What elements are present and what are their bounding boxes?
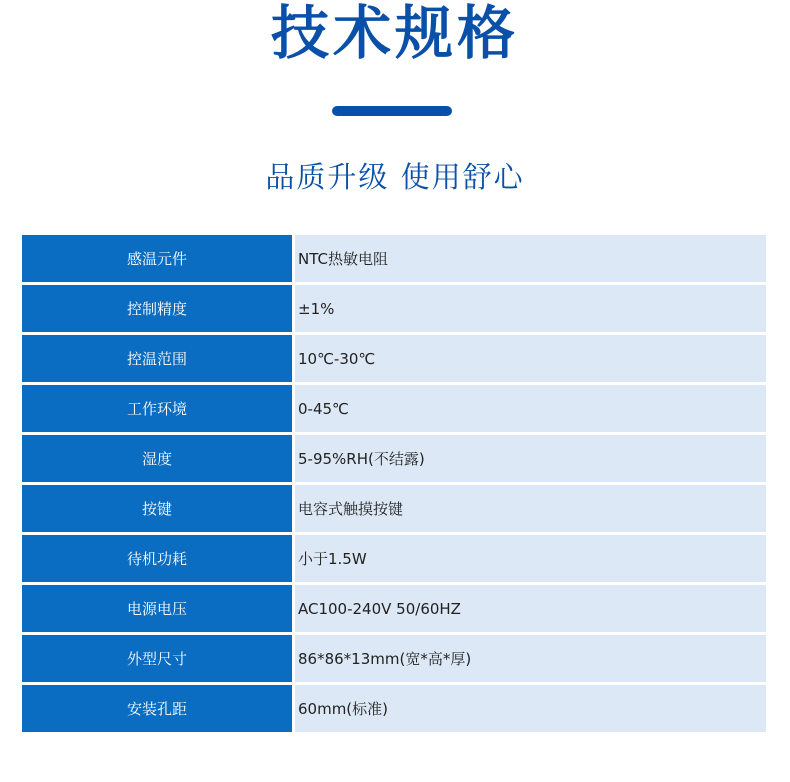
spec-value: 0-45℃ xyxy=(295,385,766,432)
table-row xyxy=(22,485,766,532)
table-row xyxy=(22,435,766,482)
spec-value: 86*86*13mm(宽*高*厚) xyxy=(295,635,766,682)
spec-label: 按键 xyxy=(22,485,292,532)
spec-label: 控温范围 xyxy=(22,335,292,382)
spec-label: 电源电压 xyxy=(22,585,292,632)
spec-value: 60mm(标准) xyxy=(295,685,766,732)
spec-label: 待机功耗 xyxy=(22,535,292,582)
table-row xyxy=(22,635,766,682)
spec-value: 电容式触摸按键 xyxy=(295,485,766,532)
table-row xyxy=(22,685,766,732)
table-row xyxy=(22,535,766,582)
spec-value: ±1% xyxy=(295,285,766,332)
table-row xyxy=(22,285,766,332)
spec-label: 湿度 xyxy=(22,435,292,482)
spec-label: 安装孔距 xyxy=(22,685,292,732)
page-title: 技术规格 xyxy=(270,0,519,67)
table-row xyxy=(22,585,766,632)
spec-value: AC100-240V 50/60HZ xyxy=(295,585,766,632)
spec-value: 5-95%RH(不结露) xyxy=(295,435,766,482)
spec-value: 10℃-30℃ xyxy=(295,335,766,382)
table-row xyxy=(22,385,766,432)
table-row xyxy=(22,335,766,382)
spec-label: 控制精度 xyxy=(22,285,292,332)
spec-label: 外型尺寸 xyxy=(22,635,292,682)
spec-value: NTC热敏电阻 xyxy=(295,235,766,282)
page-subtitle: 品质升级 使用舒心 xyxy=(265,160,525,194)
table-row xyxy=(22,235,766,282)
spec-label: 工作环境 xyxy=(22,385,292,432)
title-divider xyxy=(332,106,452,116)
spec-value: 小于1.5W xyxy=(295,535,766,582)
spec-label: 感温元件 xyxy=(22,235,292,282)
spec-table xyxy=(22,235,766,735)
